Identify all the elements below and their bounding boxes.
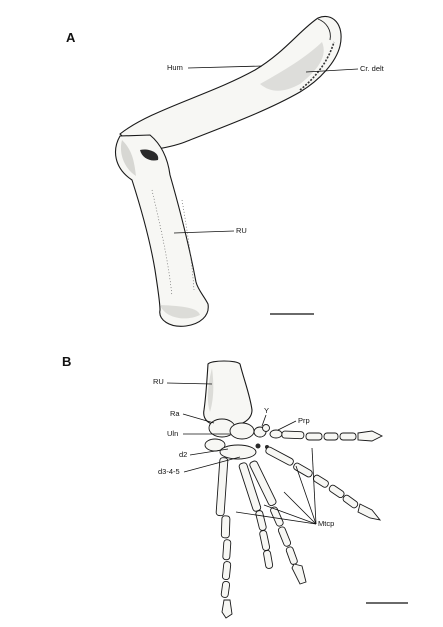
leader-ru-b	[167, 383, 212, 384]
digit-2	[265, 446, 380, 520]
label-cr-delt: Cr. delt	[360, 64, 384, 73]
label-uln: Uln	[167, 429, 179, 438]
humerus-bone	[120, 16, 341, 152]
radius-ulna-bone	[116, 135, 209, 326]
panel-b-letter: B	[62, 354, 72, 369]
leader-hum	[188, 66, 262, 68]
label-d2: d2	[179, 450, 188, 459]
label-d345: d3-4-5	[158, 467, 180, 476]
label-ru-b: RU	[153, 377, 164, 386]
label-ru-a: RU	[236, 226, 247, 235]
leader-d345	[184, 457, 240, 472]
label-mtcp: Mtcp	[318, 519, 335, 528]
panel-a-letter: A	[66, 30, 76, 45]
label-y: Y	[264, 406, 270, 415]
panel-b	[62, 354, 408, 618]
digit-5	[216, 457, 232, 618]
label-ra: Ra	[170, 409, 180, 418]
label-prp: Prp	[298, 416, 310, 425]
distal-carpal-3-4-5	[220, 445, 256, 459]
digit-1	[282, 431, 382, 441]
radius-ulna-distal	[204, 361, 252, 426]
label-hum: Hum	[167, 63, 183, 72]
leader-prp	[278, 421, 296, 430]
panel-a	[66, 16, 385, 326]
